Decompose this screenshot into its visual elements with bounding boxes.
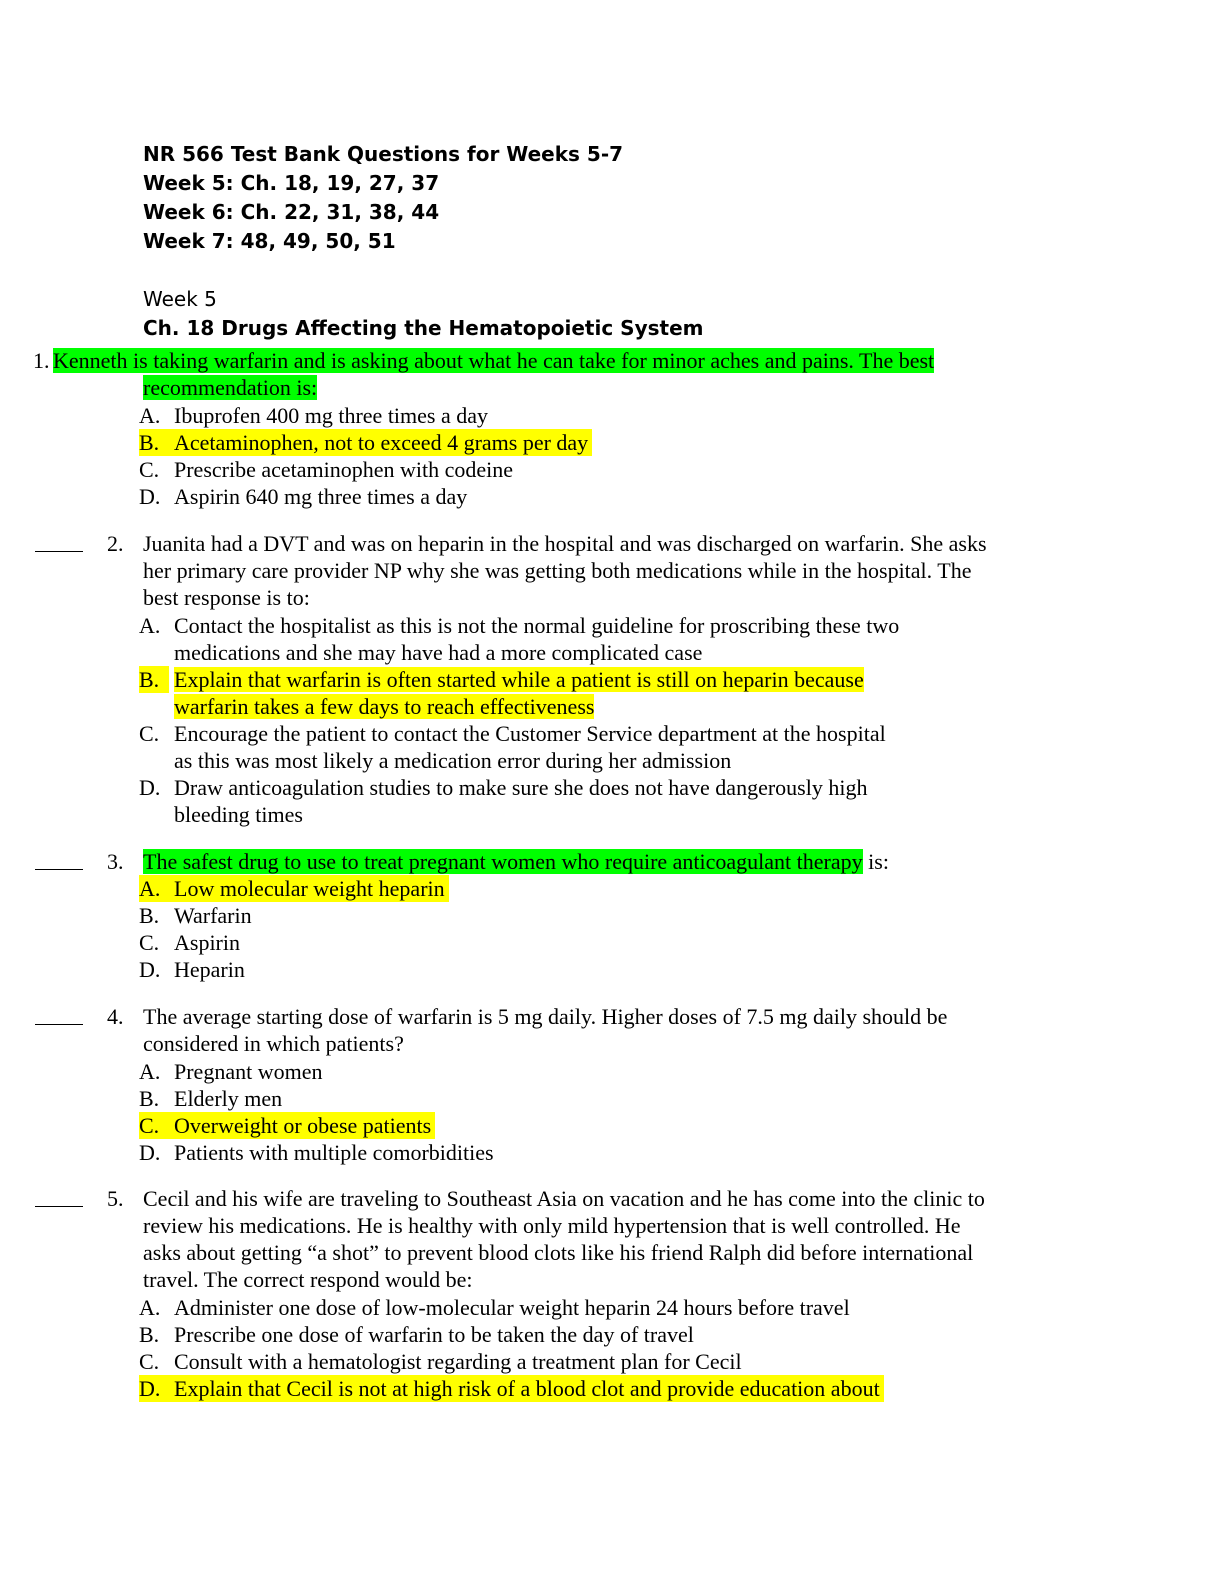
- option-letter: A.: [139, 613, 161, 638]
- option-c-row: [139, 1112, 1039, 1139]
- option-letter: B.: [139, 430, 160, 455]
- option-a: [139, 875, 449, 902]
- document-title: NR 566 Test Bank Questions for Weeks 5-7: [143, 142, 624, 166]
- option-c: [139, 456, 1039, 483]
- option-letter: A.: [139, 1059, 161, 1084]
- option-letter: B.: [139, 1322, 160, 1347]
- answer-options: [139, 612, 1039, 828]
- option-a: [139, 1294, 1039, 1321]
- option-text-line-1: Draw anticoagulation studies to make sure she does not have dangerously high: [174, 775, 868, 800]
- option-letter: D.: [139, 957, 161, 982]
- option-b: [139, 1321, 1039, 1348]
- question-number: 2.: [107, 531, 124, 556]
- option-text-line-2: medications and she may have had a more complicated case: [174, 640, 703, 665]
- option-b: [139, 666, 1039, 720]
- option-text: Explain that Cecil is not at high risk of a blood clot and provide education about: [174, 1376, 880, 1401]
- option-b: [139, 1085, 1039, 1112]
- option-d: [139, 1375, 884, 1402]
- answer-blank: [35, 998, 83, 1025]
- option-text-line-1: Contact the hospitalist as this is not the normal guideline for proscribing these two: [174, 613, 900, 638]
- week6-chapters: Week 6: Ch. 22, 31, 38, 44: [143, 200, 440, 224]
- option-letter: D.: [139, 484, 161, 509]
- option-a: [139, 612, 1039, 666]
- chapter-title: Ch. 18 Drugs Affecting the Hematopoietic System: [143, 316, 704, 340]
- stem-line-4: travel. The correct respond would be:: [143, 1267, 473, 1292]
- option-c: [139, 929, 1039, 956]
- option-letter: D.: [139, 1140, 161, 1165]
- option-text: Warfarin: [174, 903, 252, 928]
- option-text: Acetaminophen, not to exceed 4 grams per day: [174, 430, 589, 455]
- answer-blank: [35, 525, 83, 552]
- option-d: [139, 1139, 1039, 1166]
- option-letter: A.: [139, 876, 161, 901]
- option-text: Prescribe one dose of warfarin to be taken the day of travel: [174, 1322, 694, 1347]
- week-label: Week 5: [143, 287, 217, 311]
- option-text: Prescribe acetaminophen with codeine: [174, 457, 514, 482]
- document-header: [143, 140, 1043, 343]
- option-text: Low molecular weight heparin: [174, 876, 445, 901]
- option-letter: D.: [139, 775, 161, 800]
- option-text-line-1: Encourage the patient to contact the Customer Service department at the hospital: [174, 721, 886, 746]
- option-b: [139, 902, 1039, 929]
- stem-highlighted: The safest drug to use to treat pregnant women who require anticoagulant therapy: [143, 849, 863, 874]
- option-letter: C.: [139, 930, 160, 955]
- option-text: Aspirin: [174, 930, 240, 955]
- question-number: 1.: [33, 348, 50, 373]
- stem-line-3: asks about getting “a shot” to prevent blood clots like his friend Ralph did before international: [143, 1240, 974, 1265]
- option-a-row: [139, 875, 1039, 902]
- stem-line-1: Juanita had a DVT and was on heparin in the hospital and was discharged on warfarin. She asks: [143, 531, 987, 556]
- answer-options: [139, 1294, 1039, 1402]
- option-letter: C.: [139, 1113, 160, 1138]
- option-letter: B.: [139, 666, 169, 693]
- option-d: [139, 956, 1039, 983]
- stem-line-2: review his medications. He is healthy with only mild hypertension that is well controlled. He: [143, 1213, 961, 1238]
- question-stem: [143, 530, 1058, 611]
- option-letter: A.: [139, 403, 161, 428]
- option-text: Administer one dose of low-molecular weight heparin 24 hours before travel: [174, 1295, 850, 1320]
- question-stem: [143, 1185, 1058, 1293]
- option-text-line-2: bleeding times: [174, 802, 303, 827]
- option-text-line-1: Explain that warfarin is often started while a patient is still on heparin because: [174, 667, 864, 692]
- stem-line-3: best response is to:: [143, 585, 310, 610]
- option-b-row: [139, 429, 1039, 456]
- option-letter: C.: [139, 721, 160, 746]
- question-stem: [143, 1003, 1058, 1057]
- option-text: Overweight or obese patients: [174, 1113, 432, 1138]
- option-d-row: [139, 1375, 1039, 1402]
- option-text: Heparin: [174, 957, 245, 982]
- option-text: Patients with multiple comorbidities: [174, 1140, 494, 1165]
- option-c: [139, 1348, 1039, 1375]
- option-text: Elderly men: [174, 1086, 283, 1111]
- answer-options: [139, 1058, 1039, 1166]
- option-letter: B.: [139, 1086, 160, 1111]
- option-text: Ibuprofen 400 mg three times a day: [174, 403, 489, 428]
- option-letter: C.: [139, 457, 160, 482]
- answer-blank: [35, 843, 83, 870]
- question-number: 4.: [107, 1004, 124, 1029]
- option-text-line-2: warfarin takes a few days to reach effectiveness: [174, 694, 595, 719]
- spacer: [143, 256, 1043, 285]
- option-letter: A.: [139, 1295, 161, 1320]
- option-letter: D.: [139, 1376, 161, 1401]
- option-d: [139, 774, 1039, 828]
- stem-rest: is:: [862, 849, 889, 874]
- option-a: [139, 1058, 1039, 1085]
- answer-options: [139, 402, 1039, 510]
- option-text: Aspirin 640 mg three times a day: [174, 484, 468, 509]
- option-letter: B.: [139, 903, 160, 928]
- week7-chapters: Week 7: 48, 49, 50, 51: [143, 229, 396, 253]
- option-text: Consult with a hematologist regarding a treatment plan for Cecil: [174, 1349, 742, 1374]
- option-c: [139, 1112, 435, 1139]
- question-stem: [143, 848, 1058, 875]
- option-c: [139, 720, 1039, 774]
- question-number: 5.: [107, 1186, 124, 1211]
- option-b: [139, 429, 592, 456]
- stem-line-2: recommendation is:: [143, 375, 318, 400]
- stem-line-2: considered in which patients?: [143, 1031, 404, 1056]
- stem-line-2: her primary care provider NP why she was getting both medications while in the hospital. The: [143, 558, 972, 583]
- option-letter: C.: [139, 1349, 160, 1374]
- stem-line-1: Cecil and his wife are traveling to Southeast Asia on vacation and he has come into the clinic to: [143, 1186, 985, 1211]
- stem-line-1: Kenneth is taking warfarin and is asking about what he can take for minor aches and pains. The best: [53, 348, 935, 373]
- answer-options: [139, 875, 1039, 983]
- option-text: Pregnant women: [174, 1059, 323, 1084]
- question-number: 3.: [107, 849, 124, 874]
- question-stem: [53, 347, 1053, 401]
- answer-blank: [35, 1180, 83, 1207]
- option-a: [139, 402, 1039, 429]
- stem-line-1: The average starting dose of warfarin is 5 mg daily. Higher doses of 7.5 mg daily should be: [143, 1004, 948, 1029]
- option-d: [139, 483, 1039, 510]
- week5-chapters: Week 5: Ch. 18, 19, 27, 37: [143, 171, 440, 195]
- option-text-line-2: as this was most likely a medication error during her admission: [174, 748, 732, 773]
